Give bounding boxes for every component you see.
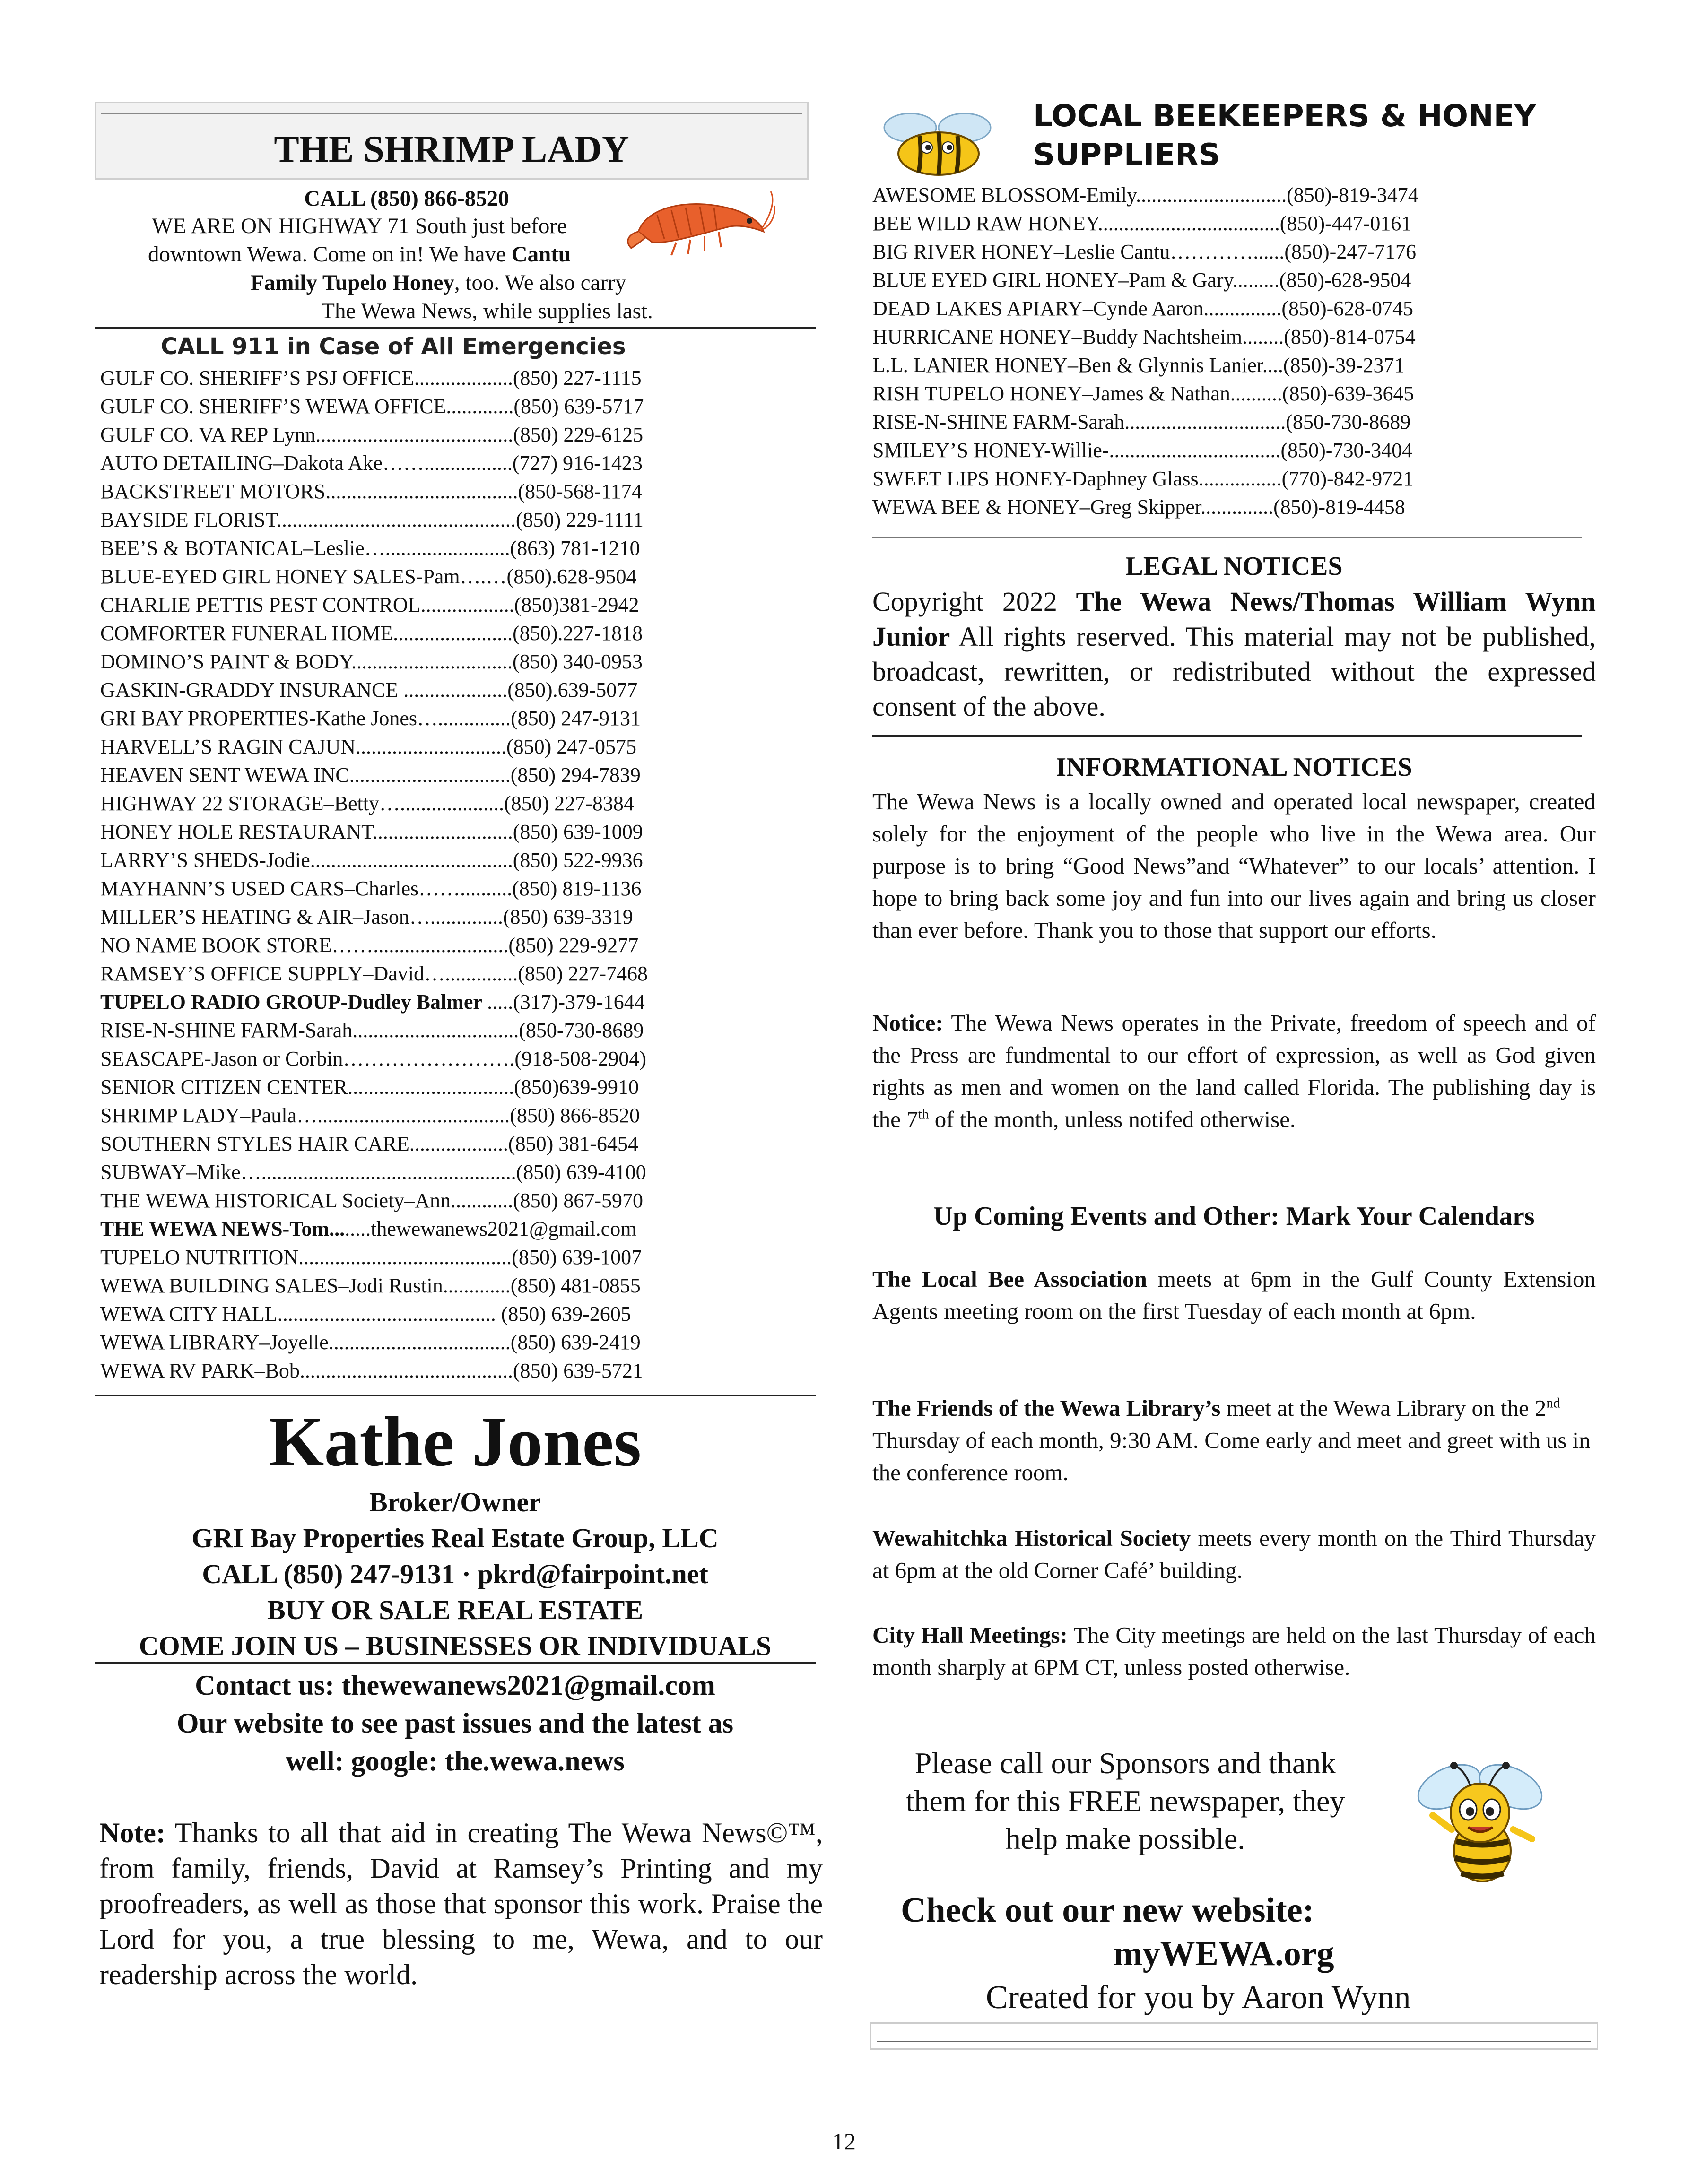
entry-leader: ......... [1232,269,1279,292]
entry-leader: ….................... [379,792,504,815]
directory-entry [872,465,1596,493]
directory-entry [100,1272,819,1300]
entry-name: HURRICANE HONEY–Buddy Nachtsheim [872,325,1243,348]
entry-name: WEWA CITY HALL [100,1302,278,1326]
entry-leader: .......... [1230,382,1282,405]
entry-leader: ............................... [1124,410,1286,433]
entry-leader: ................................... [1097,212,1280,235]
entry-leader: ................................. [1109,439,1281,462]
directory-entry [872,209,1596,238]
directory-entry [100,1187,819,1215]
entry-leader: ........................... [372,820,513,843]
entry-leader: ........ [1242,325,1284,348]
beekeepers-heading [1033,97,1536,174]
entry-name: GRI BAY PROPERTIES-Kathe Jones [100,707,418,730]
directory-entry [872,181,1596,209]
notice-label: Notice: [872,1010,943,1036]
entry-name: HARVELL’S RAGIN CAJUN [100,735,356,758]
entry-phone: (850)-814-0754 [1284,325,1416,348]
kathe-company: GRI Bay Properties Real Estate Group, LLC [191,1523,719,1553]
entry-name: DEAD LAKES APIARY–Cynde Aaron [872,297,1204,320]
beekeepers-heading-line2: SUPPLIERS [1033,138,1220,173]
entry-phone: (850) 227-8384 [504,792,634,815]
event-bee-association [872,1263,1596,1327]
entry-phone: (850) 522-9936 [513,849,643,872]
emergency-directory [100,364,819,1385]
note-text: Thanks to all that aid in creating The Wewa News©™, from family, friends, David at Ramsey’s Printing and my proofreaders, as well as those that sponsor this work. Praise the Lord for you, a true blessing to me, Wewa, and to our readership across the world. [99,1817,823,1990]
info-heading: INFORMATIONAL NOTICES [1056,753,1412,782]
divider [872,735,1582,737]
entry-leader: ................... [414,366,513,390]
entry-name: HEAVEN SENT WEWA INC [100,763,349,787]
directory-entry [872,266,1596,295]
entry-leader: ............. [446,395,514,418]
entry-phone: (850) 639-5721 [513,1359,643,1382]
directory-entry [100,1158,819,1187]
entry-name: AWESOME BLOSSOM-Emily [872,183,1136,207]
entry-leader: ……………………. [343,1047,515,1070]
entry-name: THE WEWA HISTORICAL Society–Ann [100,1189,451,1212]
legal-owner: The Wewa News/Thomas William Wynn Junior [872,586,1596,652]
event-hist-label: Wewahitchka Historical Society [872,1525,1191,1551]
entry-phone: (850) 481-0855 [510,1274,641,1297]
entry-leader: .................. [420,593,514,616]
divider [95,1395,816,1396]
entry-phone: (850)-819-3474 [1287,183,1418,207]
beekeepers-heading-line1: LOCAL BEEKEEPERS & HONEY [1033,99,1536,134]
entry-phone: (850) 639-2419 [510,1331,641,1354]
entry-leader: ................... [409,1132,508,1155]
entry-leader: ....................................... [310,849,513,872]
info-notice [872,1007,1596,1135]
entry-phone: (850)-639-3645 [1282,382,1414,405]
entry-name: SUBWAY–Mike [100,1161,241,1184]
directory-entry [100,761,819,789]
event-library-a: meet at the Wewa Library on the 2 [1220,1395,1547,1421]
directory-entry [100,392,819,421]
directory-entry [100,1215,819,1243]
event-bee-text: meets at 6pm in the Gulf County Extension Agents meeting room on the first Tuesday of each month at 6pm. [872,1266,1596,1324]
entry-name: GULF CO. SHERIFF’S PSJ OFFICE [100,366,414,390]
entry-name: HIGHWAY 22 STORAGE–Betty [100,792,379,815]
entry-name: WEWA LIBRARY–Joyelle [100,1331,329,1354]
entry-phone: (727) 916-1423 [512,451,643,475]
entry-name: DOMINO’S PAINT & BODY [100,650,351,673]
kathe-join: COME JOIN US – BUSINESSES OR INDIVIDUALS [139,1630,772,1661]
sponsors-line1: Please call our Sponsors and thank [914,1746,1336,1780]
bee-mascot-icon [1407,1759,1549,1886]
entry-phone: (850)-247-7176 [1284,240,1416,263]
entry-leader: ............. [443,1274,511,1297]
entry-name: AUTO DETAILING–Dakota Ake [100,451,383,475]
kathe-role: Broker/Owner [369,1487,541,1517]
entry-leader: …................................................. [240,1161,516,1184]
kathe-buy: BUY OR SALE REAL ESTATE [267,1595,644,1625]
sponsors-line2: them for this FREE newspaper, they [905,1784,1345,1818]
website-line2: myWEWA.org [1114,1934,1334,1973]
entry-phone: (850) 639-1009 [513,820,643,843]
legal-text-a: Copyright 2022 [872,586,1076,617]
info-paragraph: The Wewa News is a locally owned and operated local newspaper, created solely for the enjoyment of the people who live in the Wewa area. Our purpose is to bring “Good News”and “Whatever” to our locals’ attention. I hope to bring back some joy and fun into our lives again and bring us closer than ever before. Thank you to those that support our efforts. [872,789,1596,943]
entry-phone: (850) 639-1007 [512,1246,642,1269]
directory-entry [872,436,1596,465]
entry-leader: ..................................... [325,480,518,503]
entry-phone: (850) 227-7468 [518,962,648,985]
entry-phone: (850)-39-2371 [1283,354,1405,377]
directory-entry [100,875,819,903]
entry-name: GULF CO. SHERIFF’S WEWA OFFICE [100,395,446,418]
entry-leader: ...................................... [315,423,513,446]
divider [95,327,816,329]
entry-name: BEE’S & BOTANICAL–Leslie [100,537,365,560]
event-city-hall [872,1619,1596,1683]
entry-leader: ….… [460,565,507,588]
sponsors-note [875,1744,1376,1858]
entry-leader: ……................. [382,451,513,475]
entry-name: SHRIMP LADY–Paula [100,1104,297,1127]
entry-name: THE WEWA NEWS-Tom... [100,1217,345,1240]
directory-entry [100,534,819,563]
directory-entry [100,1357,819,1385]
entry-phone: (850) 639-3319 [503,905,633,928]
entry-leader: ............................. [356,735,506,758]
entry-name: TUPELO RADIO GROUP-Dudley Balmer [100,990,487,1014]
entry-name: RISH TUPELO HONEY–James & Nathan [872,382,1230,405]
directory-entry [100,1073,819,1101]
shrimp-lady-phone: CALL (850) 866-8520 [304,186,509,211]
directory-entry [100,1243,819,1272]
directory-entry [100,931,819,960]
entry-leader: ......................................... [299,1359,513,1382]
entry-phone: (850).628-9504 [506,565,637,588]
directory-entry [100,903,819,931]
shrimp-lady-line1: WE ARE ON HIGHWAY 71 South just before [152,214,567,238]
directory-entry [100,676,819,704]
entry-leader: …........................ [364,537,510,560]
entry-phone: (850)-730-3404 [1280,439,1413,462]
contact-website-line1: Our website to see past issues and the latest as [176,1707,734,1739]
entry-name: NO NAME BOOK STORE [100,934,332,957]
entry-name: SMILEY’S HONEY-Willie- [872,439,1109,462]
notice-text-a: The Wewa News operates in the Private, freedom of speech and of the Press are fundmental to our effort of expression, as well as God given rights as men and women on the land called Florida. The publishing day is the 7 [872,1010,1596,1132]
legal-heading: LEGAL NOTICES [1125,552,1343,581]
entry-phone: (850)639-9910 [514,1075,639,1099]
entry-phone: (850) 381-6454 [508,1132,638,1155]
contact-website-line2: well: google: the.wewa.news [286,1745,625,1777]
entry-phone: (850) 866-8520 [510,1104,640,1127]
kathe-name: Kathe Jones [269,1403,642,1481]
directory-entry [100,1101,819,1130]
entry-leader: …….......................... [331,934,509,957]
entry-leader: .......................................... [277,1302,501,1326]
entry-phone: (850) 229-9277 [508,934,639,957]
directory-entry [872,295,1596,323]
directory-entry [100,960,819,988]
entry-leader: .............. [1201,495,1274,519]
legal-text [872,584,1596,724]
shrimp-lady-cantu: Cantu [511,242,571,267]
entry-name: HONEY HOLE RESTAURANT [100,820,373,843]
directory-entry [100,449,819,477]
entry-leader: ................ [1198,467,1282,490]
entry-phone: (850-568-1174 [518,480,642,503]
entry-leader: ............................. [1136,183,1287,207]
directory-entry [100,789,819,818]
entry-phone: (850) 639-2605 [501,1302,631,1326]
directory-entry [872,351,1596,380]
shrimp-lady-line3 [251,269,818,297]
entry-phone: (850) 819-1136 [512,877,642,900]
entry-name: BAYSIDE FLORIST [100,508,277,531]
kathe-contact: CALL (850) 247-9131 · pkrd@fairpoint.net [202,1559,708,1589]
entry-leader: .................... [403,678,508,702]
entry-leader: ..... [487,990,513,1014]
entry-leader: ….............. [417,707,511,730]
entry-leader: .... [1262,354,1283,377]
sponsors-line3: help make possible. [1005,1822,1245,1855]
directory-entry [100,619,819,648]
website-box [870,2022,1598,2050]
entry-phone: (850)381-2942 [514,593,639,616]
event-library-label: The Friends of the Wewa Library’s [872,1395,1221,1421]
directory-entry [100,704,819,733]
directory-entry [100,846,819,875]
directory-entry [100,1016,819,1045]
entry-name: BLUE EYED GIRL HONEY–Pam & Gary [872,269,1233,292]
entry-leader: ..... [345,1217,371,1240]
entry-phone: (850)-819-4458 [1273,495,1405,519]
entry-leader: ............... [1203,297,1282,320]
entry-name: RISE-N-SHINE FARM-Sarah [872,410,1125,433]
note-label: Note: [99,1817,165,1848]
event-city-label: City Hall Meetings: [872,1622,1068,1648]
directory-entry [100,818,819,846]
directory-entry [872,493,1596,521]
entry-leader: .............................................. [276,508,516,531]
directory-entry [872,323,1596,351]
shrimp-lady-line4: The Wewa News, while supplies last. [321,299,653,323]
entry-name: RISE-N-SHINE FARM-Sarah [100,1019,353,1042]
entry-name: MILLER’S HEATING & AIR–Jason [100,905,409,928]
shrimp-lady-tupelo: Family Tupelo Honey [251,270,454,295]
entry-phone: (850).639-5077 [507,678,638,702]
directory-entry [100,1045,819,1073]
directory-entry [100,421,819,449]
entry-phone: (850)-628-0745 [1281,297,1413,320]
entry-leader: ….............. [424,962,518,985]
entry-phone: thewewanews2021@gmail.com [371,1217,637,1240]
entry-name: CHARLIE PETTIS PEST CONTROL [100,593,421,616]
bee-icon [877,109,1000,180]
shrimp-lady-header-box [95,102,809,180]
directory-entry [872,380,1596,408]
contact-email: Contact us: thewewanews2021@gmail.com [195,1670,715,1701]
page-number: 12 [832,2128,856,2155]
entry-name: WEWA RV PARK–Bob [100,1359,300,1382]
entry-phone: (317)-379-1644 [513,990,645,1014]
entry-leader: ......................................... [298,1246,512,1269]
notice-text-b: of the month, unless notifed otherwise. [929,1106,1296,1132]
directory-entry [100,1300,819,1328]
entry-leader: ................................... [328,1331,511,1354]
shrimp-lady-line2 [95,240,624,269]
event-historical-society [872,1522,1596,1586]
beekeepers-directory [872,181,1596,521]
entry-name: SOUTHERN STYLES HAIR CARE [100,1132,409,1155]
directory-entry [100,648,819,676]
emergency-heading: CALL 911 in Case of All Emergencies [161,333,626,360]
entry-leader: ............ [451,1189,513,1212]
directory-entry [100,733,819,761]
entry-leader: ............................... [349,763,511,787]
entry-name: BIG RIVER HONEY–Leslie Cantu [872,240,1170,263]
entry-name: SEASCAPE-Jason or Corbin [100,1047,343,1070]
entry-phone: (850) 639-5717 [513,395,644,418]
directory-entry [100,1130,819,1158]
entry-leader: ............................... [351,650,513,673]
entry-name: BEE WILD RAW HONEY [872,212,1098,235]
entry-phone: (850) 340-0953 [512,650,643,673]
shrimp-lady-line3-text: , too. We also carry [454,270,626,295]
entry-name: COMFORTER FUNERAL HOME [100,622,393,645]
website-line1: Check out our new website: [901,1891,1314,1930]
entry-leader: ................................ [352,1019,519,1042]
entry-phone: (850)-628-9504 [1279,269,1411,292]
legal-text-c: All rights reserved. This material may not be published, broadcast, rewritten, or redistributed without the expressed consent of the above. [872,621,1596,722]
directory-entry [100,364,819,392]
entry-leader: ….............. [409,905,503,928]
entry-phone: (850) 247-0575 [506,735,636,758]
notice-sup: th [918,1107,929,1122]
entry-leader: …..................................... [296,1104,510,1127]
shrimp-lady-line2-text: downtown Wewa. Come on in! We have [148,242,512,267]
event-hist-text: meets every month on the Third Thursday at 6pm at the old Corner Café’ building. [872,1525,1596,1583]
entry-leader: …………...... [1170,240,1285,263]
entry-phone: (850) 229-6125 [513,423,644,446]
directory-entry [100,477,819,506]
entry-name: BACKSTREET MOTORS [100,480,326,503]
entry-phone: (850-730-8689 [1286,410,1411,433]
entry-leader: …….......... [418,877,513,900]
entry-phone: (850) 867-5970 [513,1189,643,1212]
directory-entry [100,1328,819,1357]
entry-name: WEWA BUILDING SALES–Jodi Rustin [100,1274,443,1297]
entry-phone: (850) 294-7839 [510,763,641,787]
entry-phone: (850)-447-0161 [1279,212,1412,235]
event-library-sup: nd [1546,1395,1560,1411]
entry-phone: (850).227-1818 [513,622,643,645]
entry-phone: (863) 781-1210 [510,537,640,560]
event-bee-label: The Local Bee Association [872,1266,1147,1292]
directory-entry [100,988,819,1016]
entry-name: SENIOR CITIZEN CENTER [100,1075,348,1099]
entry-leader: ................................ [348,1075,514,1099]
entry-phone: (850) 639-4100 [516,1161,646,1184]
entry-name: L.L. LANIER HONEY–Ben & Glynnis Lanier [872,354,1262,377]
divider [872,537,1582,538]
entry-name: TUPELO NUTRITION [100,1246,299,1269]
directory-entry [100,591,819,619]
directory-entry [872,408,1596,436]
website-line3: Created for you by Aaron Wynn [986,1979,1411,2016]
entry-name: RAMSEY’S OFFICE SUPPLY–David [100,962,425,985]
divider [95,1662,816,1664]
entry-name: GASKIN-GRADDY INSURANCE [100,678,404,702]
entry-name: MAYHANN’S USED CARS–Charles [100,877,419,900]
entry-leader: ....................... [393,622,513,645]
events-heading: Up Coming Events and Other: Mark Your Calendars [933,1202,1535,1231]
directory-entry [872,238,1596,266]
shrimp-icon [619,187,775,258]
directory-entry [100,506,819,534]
thanks-note [99,1815,823,1993]
entry-name: SWEET LIPS HONEY-Daphney Glass [872,467,1199,490]
shrimp-lady-title: THE SHRIMP LADY [274,129,629,170]
entry-phone: (850-730-8689 [519,1019,644,1042]
entry-phone: (770)-842-9721 [1281,467,1414,490]
entry-name: BLUE-EYED GIRL HONEY SALES-Pam [100,565,460,588]
entry-phone: (850) 229-1111 [515,508,644,531]
entry-name: WEWA BEE & HONEY–Greg Skipper [872,495,1201,519]
entry-name: LARRY’S SHEDS-Jodie [100,849,310,872]
entry-phone: (850) 227-1115 [513,366,642,390]
entry-phone: (850) 247-9131 [511,707,641,730]
entry-name: GULF CO. VA REP Lynn [100,423,316,446]
directory-entry [100,563,819,591]
event-city-text: The City meetings are held on the last Thursday of each month sharply at 6PM CT, unless posted otherwise. [872,1622,1596,1680]
entry-phone: (918-508-2904) [514,1047,646,1070]
event-library-b: Thursday of each month, 9:30 AM. Come early and meet and greet with us in the conference room. [872,1427,1591,1485]
event-library [872,1392,1596,1489]
